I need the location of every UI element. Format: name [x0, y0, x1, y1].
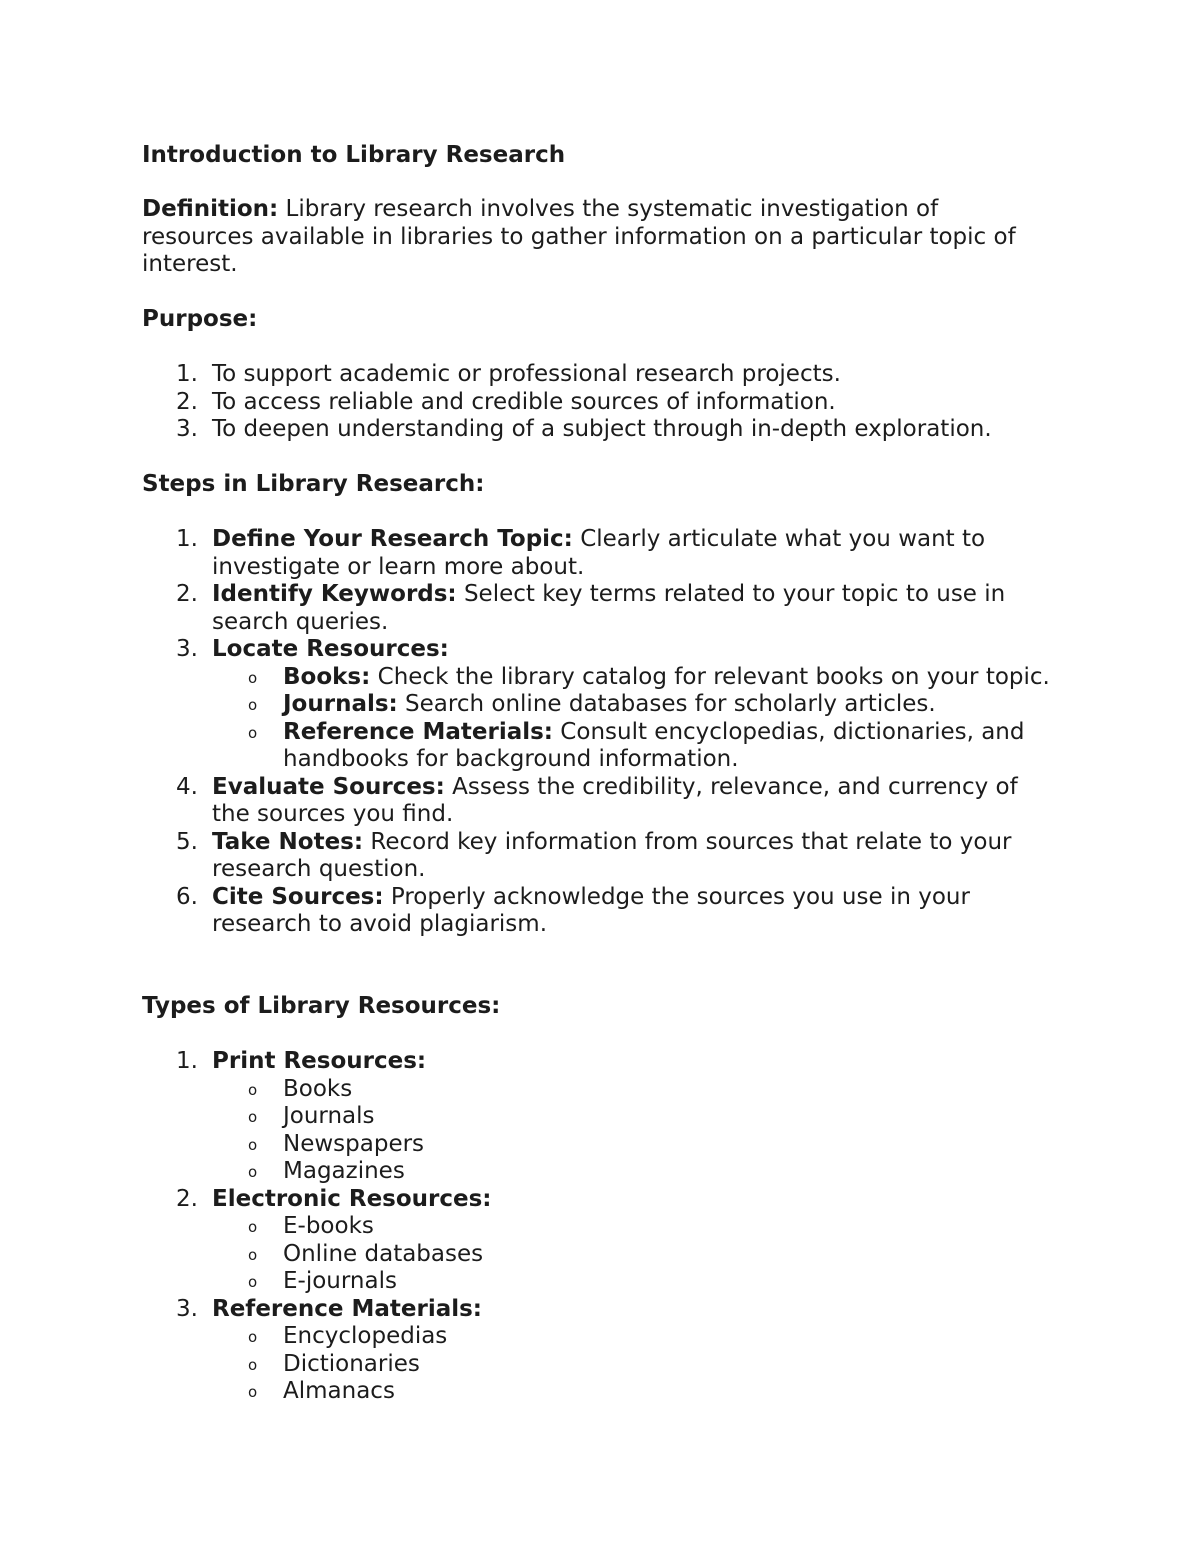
sub-item-text: Magazines [283, 1158, 405, 1184]
locate-resources-sublist [212, 664, 1052, 774]
sub-item-text: E-books [283, 1213, 374, 1239]
list-number: 3. [176, 636, 198, 662]
type-label: Electronic Resources: [212, 1185, 492, 1212]
purpose-item [142, 389, 1052, 417]
purpose-list [142, 361, 1052, 444]
list-number: 3. [176, 416, 198, 442]
sub-item [212, 1268, 1052, 1296]
purpose-item [142, 416, 1052, 444]
type-item [142, 1048, 1052, 1186]
sub-item-text: Dictionaries [283, 1350, 420, 1377]
sub-item [212, 1351, 1052, 1379]
list-number: 2. [176, 388, 198, 415]
bullet-icon: o [248, 1135, 258, 1154]
sub-item [212, 664, 1052, 692]
sub-item-text: E-journals [283, 1268, 397, 1294]
sub-item [212, 1213, 1052, 1241]
sub-item-text: Search online databases for scholarly articles. [397, 691, 936, 717]
sub-item [212, 1378, 1052, 1406]
sub-item-text: Newspapers [283, 1130, 425, 1157]
steps-heading: Steps in Library Research: [142, 471, 485, 497]
sub-item-label: Books: [283, 663, 371, 690]
bullet-icon: o [248, 1383, 258, 1401]
sub-item [212, 691, 1052, 719]
list-number: 4. [176, 773, 198, 800]
purpose-item-text: To support academic or professional research projects. [212, 361, 841, 387]
list-number: 1. [176, 526, 198, 552]
sub-item [212, 1323, 1052, 1351]
step-item [142, 884, 1052, 939]
step-label: Cite Sources: [212, 883, 384, 910]
type-item [142, 1296, 1052, 1406]
step-text: Clearly articulate what you want to investigate or learn more about. [212, 526, 986, 580]
bullet-icon: o [248, 1273, 258, 1291]
bullet-icon: o [248, 1108, 258, 1126]
definition-label: Definition: [142, 196, 279, 222]
list-number: 2. [176, 581, 198, 607]
sub-item [212, 1103, 1052, 1131]
sub-item [212, 1241, 1052, 1269]
bullet-icon: o [248, 668, 258, 687]
purpose-item-text: To access reliable and credible sources of information. [212, 388, 836, 415]
print-resources-sublist [212, 1076, 1052, 1186]
sub-item-text: Consult encyclopedias, dictionaries, and handbooks for background information. [283, 718, 1025, 772]
electronic-resources-sublist [212, 1213, 1052, 1296]
bullet-icon: o [248, 696, 258, 714]
types-list [142, 1048, 1052, 1406]
step-text: Properly acknowledge the sources you use in your research to avoid plagiarism. [212, 883, 970, 937]
step-item [142, 829, 1052, 884]
sub-item-text: Almanacs [283, 1378, 395, 1404]
bullet-icon: o [248, 1328, 258, 1346]
bullet-icon: o [248, 723, 258, 742]
sub-item-text: Check the library catalog for relevant books on your topic. [370, 663, 1050, 690]
type-label: Reference Materials: [212, 1295, 482, 1322]
bullet-icon: o [248, 1080, 258, 1099]
step-text: Assess the credibility, relevance, and currency of the sources you find. [212, 773, 1018, 827]
step-label: Identify Keywords: [212, 581, 457, 607]
sub-item [212, 1158, 1052, 1186]
sub-item [212, 1076, 1052, 1104]
step-item [142, 774, 1052, 829]
list-number: 6. [176, 883, 198, 910]
document-title: Introduction to Library Research [142, 142, 566, 168]
purpose-item [142, 361, 1052, 389]
list-number: 5. [176, 828, 198, 855]
definition-text: Library research involves the systematic investigation of resources available in libraries to gather information on a particular topic of interest. [142, 196, 1016, 277]
step-label: Locate Resources: [212, 636, 449, 662]
sub-item-text: Encyclopedias [283, 1323, 448, 1349]
steps-list [142, 526, 1052, 939]
types-heading: Types of Library Resources: [142, 993, 501, 1019]
step-label: Take Notes: [212, 828, 364, 855]
sub-item [212, 1131, 1052, 1159]
bullet-icon: o [248, 1355, 258, 1374]
list-number: 1. [176, 1048, 198, 1074]
list-number: 3. [176, 1295, 198, 1322]
list-number: 1. [176, 361, 198, 387]
sub-item [212, 719, 1052, 774]
step-label: Define Your Research Topic: [212, 526, 573, 552]
sub-item-text: Books [283, 1075, 353, 1102]
sub-item-label: Journals: [283, 691, 398, 717]
type-item [142, 1186, 1052, 1296]
sub-item-text: Journals [283, 1103, 375, 1129]
step-item [142, 526, 1052, 581]
sub-item-label: Reference Materials: [283, 718, 553, 745]
step-item [142, 581, 1052, 636]
purpose-item-text: To deepen understanding of a subject through in-depth exploration. [212, 416, 992, 442]
step-label: Evaluate Sources: [212, 773, 445, 800]
step-text: Record key information from sources that relate to your research question. [212, 828, 1012, 882]
bullet-icon: o [248, 1163, 258, 1181]
step-text: Select key terms related to your topic to use in search queries. [212, 581, 1006, 635]
sub-item-text: Online databases [283, 1240, 484, 1267]
step-item [142, 636, 1052, 774]
list-number: 2. [176, 1185, 198, 1212]
purpose-heading: Purpose: [142, 306, 258, 332]
reference-materials-sublist [212, 1323, 1052, 1406]
bullet-icon: o [248, 1218, 258, 1236]
definition-paragraph [142, 196, 1052, 279]
type-label: Print Resources: [212, 1048, 427, 1074]
bullet-icon: o [248, 1245, 258, 1264]
